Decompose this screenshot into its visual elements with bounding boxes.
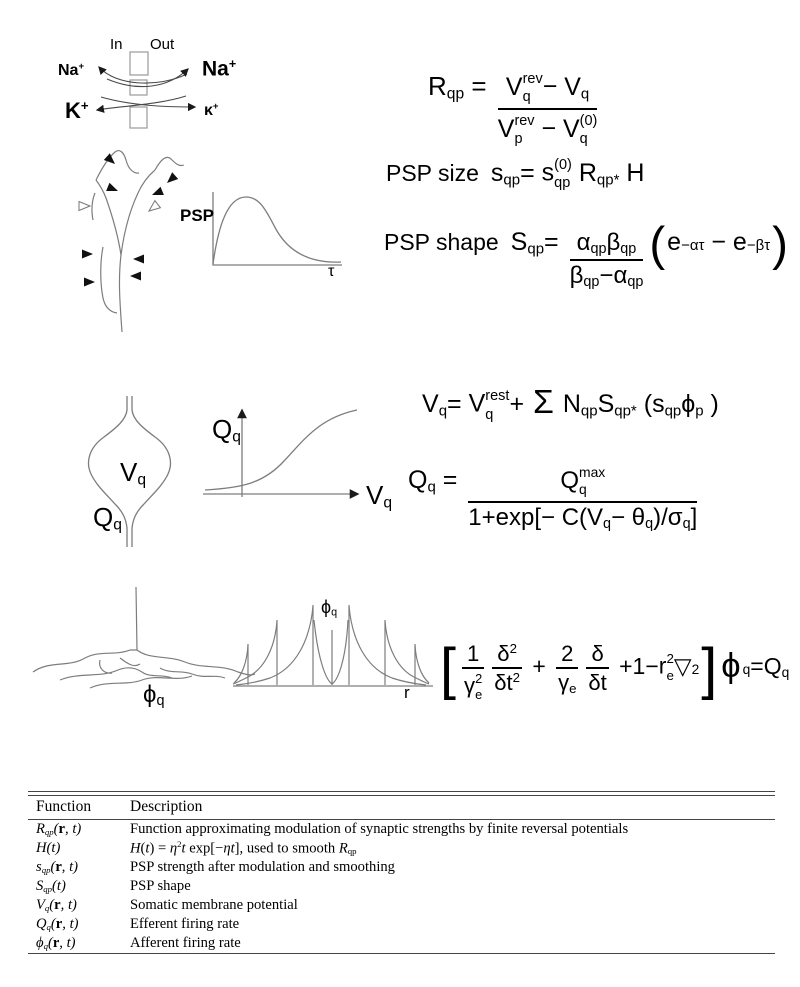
psp-size-equation: $s_{qp}$ = s (0) qp $R_{qp*}$ H: [490, 157, 645, 192]
table-row: [28, 915, 775, 934]
psp-shape-equation-row: [384, 214, 790, 289]
function-table-body: [28, 820, 775, 954]
table-row: [28, 896, 775, 915]
wave-phi-label: $\phi_q$: [321, 597, 338, 619]
response-x-axis-label: $V_q$: [366, 480, 393, 512]
k-intracellular-label: K+: [65, 97, 89, 123]
table-row: [28, 934, 775, 954]
k-extracellular-label: κ+: [204, 101, 219, 119]
na-intracellular-label: Na+: [58, 61, 85, 79]
function-cell: $R_{qp}(r$, t): [36, 821, 82, 837]
dendrite-drawing: [79, 151, 184, 332]
function-cell: H(t): [36, 840, 61, 857]
description-cell: Function approximating modulation of synaptic strengths by finite reversal potentials: [130, 821, 629, 837]
synapse-arrowheads: [82, 153, 178, 286]
psp-plot: [213, 192, 342, 265]
psp-size-equation-row: [386, 156, 644, 192]
soma-potential-label: $V_q$: [120, 457, 147, 489]
function-cell: $Q_q(r$, t): [36, 916, 79, 933]
open-synapse-arrowheads: [79, 201, 160, 215]
axon-phi-label: $\phi_q$: [143, 681, 165, 710]
reversal-potential-equation: $R_{qp}$ = V rev q − $V_q$ V rev p − V (0) q: [428, 70, 598, 148]
description-cell: Efferent firing rate: [130, 916, 240, 933]
function-column-header: Function: [28, 796, 122, 820]
axon-drawing: [33, 587, 255, 688]
soma-output-label: $Q_q$: [93, 502, 122, 534]
soma-potential-equation: $V_q$ = V rest q + Σ $N_{qp}$ $S_{qp*}$ ( $s_{qp}$ $\phi_p$ ): [422, 382, 719, 423]
na-extracellular-label: Na+: [202, 57, 237, 81]
table-row: [28, 839, 775, 858]
in-label: In: [110, 36, 123, 53]
function-cell: $V_q(r$, t): [36, 897, 77, 914]
ion-channel-drawing: [97, 52, 195, 128]
psp-shape-label: PSP shape: [384, 229, 499, 255]
description-cell: Somatic membrane potential: [130, 897, 298, 914]
psp-axis-label: PSP: [180, 206, 215, 225]
description-cell: PSP shape: [130, 878, 191, 895]
firing-rate-equation: $Q_q$ = Q max q $1+\exp[- C(V_q- \theta_q)/\sigma_q]$: [408, 464, 698, 532]
description-column-header: Description: [122, 796, 775, 820]
table-row: [28, 877, 775, 896]
response-y-axis-label: $Q_q$: [212, 414, 241, 446]
psp-size-label: PSP size: [386, 159, 479, 186]
table-row: [28, 858, 775, 877]
tau-axis-label: τ: [328, 263, 335, 280]
psp-shape-equation: $S_{qp}$ = $\frac{\alpha_{qp}\beta_{qp}}{\beta_{qp}-\alpha_{qp}}$ ( e −ατ − e −βτ ): [510, 218, 788, 290]
function-table-wrap: [28, 791, 775, 954]
description-cell: PSP strength after modulation and smoothing: [130, 859, 395, 876]
function-table: [28, 795, 775, 954]
description-cell: Afferent firing rate: [130, 935, 241, 952]
function-cell: $S_{qp}(t)$: [36, 878, 66, 895]
description-cell: $H(t) = \eta^2t$ exp[−ηt], used to smooth $R_{qp}$: [130, 839, 357, 857]
table-header-row: [28, 796, 775, 820]
out-label: Out: [150, 36, 175, 53]
table-row: [28, 820, 775, 840]
field-equation: [ 1 γ 2 e $\frac{\delta^2}{\delta t^2}$ + $\frac{2}{\gamma_e}$ $\frac{\delta}{\delta t}$ +1− r 2 e ▽ 2 ] ϕ q = $Q_q$: [440, 637, 790, 702]
wave-r-axis-label: r: [404, 683, 410, 702]
function-cell: $s_{qp}(r$, t): [36, 859, 79, 876]
function-cell: $\phi_q(r$, t): [36, 935, 76, 952]
